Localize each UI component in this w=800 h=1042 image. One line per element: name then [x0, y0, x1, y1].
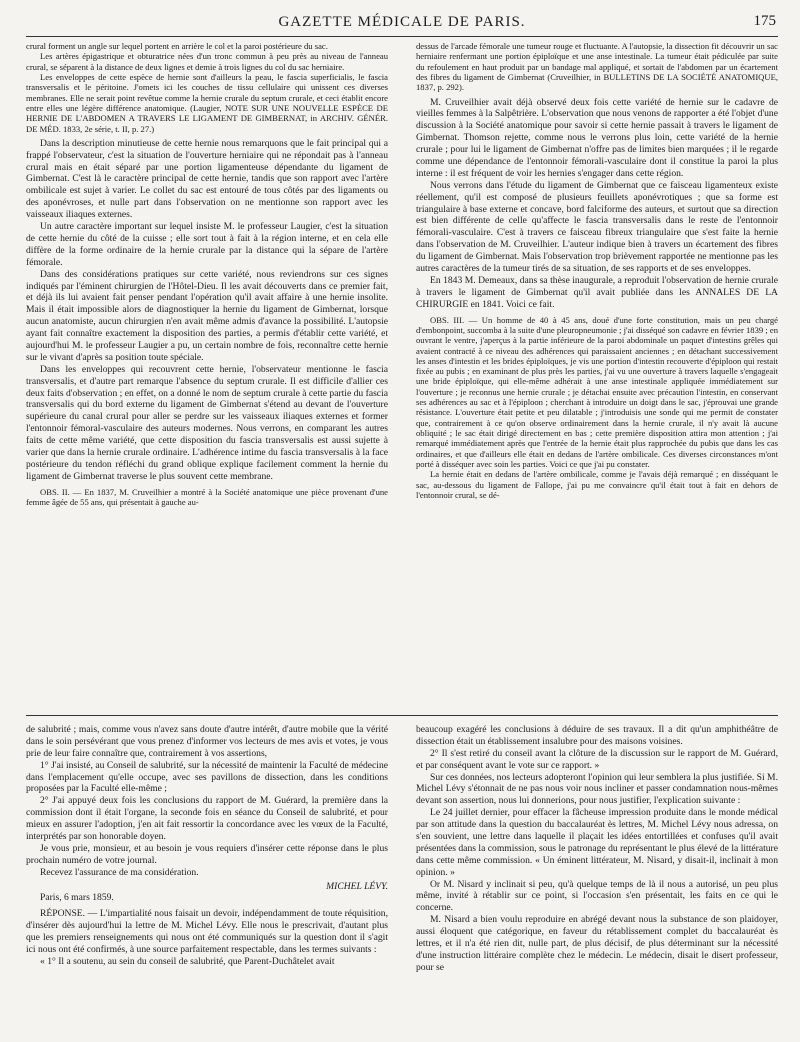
paragraph: Dans les enveloppes qui recouvrent cette hernie, l'observateur mentionne le fascia transversalis, et d'autre part remarque l'absence du septum crurale. Il est difficile d'allier ces deux faits d'observation ; en effet, on a donné le nom de septum crurale à cette partie du fascia transversalis qui du bord externe du ligament de Gimbernat s'étend au devant de l'ouverture supérieure du canal crural pour aller se perdre sur les vaisseaux iliaques externes et former l'entonnoir fémoral-vasculaire des auteurs modernes. Nous verrons, en comparant les autres faits de cette même variété, que cette disposition du fascia transversalis est aussi sujette à varier que dans la hernie crurale ordinaire. L'adhérence intime du fascia transversalis à la face postérieure du tendon réfléchi du grand oblique explique facilement comment la hernie du ligament de Gimbernat traverse le plus souvent cette membrane. [26, 363, 388, 482]
paragraph: Les artères épigastrique et obturatrice nées d'un tronc commun à peu près au niveau de l'anneau crural, se séparent à la distance de deux lignes et demie à trois lignes du col du sac herniaire. [26, 51, 388, 72]
section-divider [26, 715, 778, 716]
paragraph: En 1843 M. Demeaux, dans sa thèse inaugurale, a reproduit l'observation de hernie crurale à travers le ligament de Gimbernat qu'il avait publiée dans les ANNALES DE LA CHIRURGIE en 1841. Voici ce fait. [416, 274, 778, 310]
top-right-column [416, 41, 778, 709]
paragraph: Un autre caractère important sur lequel insiste M. le professeur Laugier, c'est la situation de cette hernie du côté de la cuisse ; elle sort tout à fait à la région interne, et en cela elle diffère de la forme ordinaire de la hernie crurale par la distance qui la sépare de l'artère fémorale. [26, 221, 388, 268]
bottom-section [26, 720, 778, 1042]
paragraph: Sur ces données, nos lecteurs adopteront l'opinion qui leur semblera la plus justifiée. Si M. Michel Lévy s'étonnait de ne pas nous voir nous incliner et passer condamnation nous-mêmes devant son assertion, nous lui donnerions, pour nous justifier, l'explication suivante : [416, 771, 778, 807]
paragraph: La hernie était en dedans de l'artère ombilicale, comme je l'avais déjà remarqué ; en disséquant le sac, au-dessous du ligament de Fallope, j'ai pu me convaincre qu'il était tout à fait en dehors de l'entonnoir crural, se dé- [416, 469, 778, 500]
paragraph: crural forment un angle sur lequel portent en arrière le col et la paroi postérieure du sac. [26, 41, 328, 51]
observation-paragraph: OBS. III. — Un homme de 40 à 45 ans, doué d'une forte constitution, mais un peu chargé d'embonpoint, succomba à la suite d'une pleuropneumonie ; j'ai disséqué son cadavre en février 1839 ; en ouvrant le ventre, j'aperçus à la partie inférieure de la paroi abdominale un paquet d'intestins grêles qui avaient contracté à ce niveau des adhérences qui paraissaient anciennes ; en détachant successivement les anses d'intestin et les brides épiploïques, je vis une portion d'intestin recouverte d'épiploon qui restait fixée au pubis ; en examinant de plus près les parties, j'ai vu une ouverture à travers laquelle s'engageait une bride épiploïque, qui elle-même adhérait à une anse intestinale appliquée immédiatement sur l'ouverture ; je reconnus une hernie crurale ; je détachai ensuite avec précaution l'intestin, en conservant ses adhérences au sac et à l'épiploon ; cherchant à introduire un doigt dans le sac, j'éprouvai une grande résistance. L'ouverture était petite et peu dilatable ; j'introduisis une sonde qui me permit de constater que, contrairement à ce qu'on observe ordinairement dans la hernie crurale, il n'y avait là aucune obliquité ; le sac était dirigé directement en bas ; cette première disposition attira mon attention ; j'ai remarqué immédiatement après que l'entrée de la hernie était plus rapprochée du pubis que dans les cas ordinaires, et que d'ailleurs elle était en dedans de l'artère ombilicale. Ces diverses circonstances m'ont porté à disséquer avec soin les parties. Voici ce que j'ai pu constater. [416, 314, 778, 469]
observation-paragraph: OBS. II. — En 1837, M. Cruveilhier a montré à la Société anatomique une pièce provenant d'une femme âgée de 55 ans, qui présentait à gauche au- [26, 486, 388, 507]
paragraph: « 1° Il a soutenu, au sein du conseil de salubrité, que Parent-Duchâtelet avait [40, 955, 335, 967]
signature: MICHEL LÉVY. [326, 880, 388, 892]
paragraph: Dans la description minutieuse de cette hernie nous remarquons que le fait principal qui a frappé l'observateur, c'est la situation de l'ouverture herniaire qui ne répondait pas à l'anneau crural mais en était séparé par une portion ligamenteuse dépendante du ligament de Gimbernat. C'est là le caractère principal de cette hernie, tandis que son rapport avec l'artère ombilicale est sujet à varier. Le collet du sac est entouré de tous côtés par des ligaments ou des aponévroses, et nulle part dans l'observation on ne mentionne son rapport avec les vaisseaux iliaques externes. [26, 137, 388, 221]
paragraph: Recevez l'assurance de ma considération. [40, 866, 199, 878]
bottom-left-column [26, 724, 388, 1042]
page-number: 175 [753, 13, 776, 29]
paragraph: Or M. Nisard y inclinait si peu, qu'à quelque temps de là il nous a autorisé, un peu plus même, invité à rétablir sur ce point, si l'occasion s'en présentait, les faits en ce qui le concerne. [416, 878, 778, 914]
journal-title: GAZETTE MÉDICALE DE PARIS. [278, 14, 526, 30]
paragraph: dessus de l'arcade fémorale une tumeur rouge et fluctuante. A l'autopsie, la dissection fit découvrir un sac herniaire renfermant une portion épiploïque et une anse intestinale. La tumeur était pédiculée par suite du refoulement en haut produit par un bandage mal appliqué, et sortait de l'abdomen par un écartement des fibres du ligament de Gimbernat (Cruveilhier, in BULLETINS DE LA SOCIÉTÉ ANATOMIQUE, 1837, p. 292). [416, 41, 778, 93]
dateline: Paris, 6 mars 1859. [40, 892, 114, 904]
bottom-right-column [416, 724, 778, 1042]
paragraph: RÉPONSE. — L'impartialité nous faisait un devoir, indépendamment de toute réquisition, d'insérer dès aujourd'hui la lettre de M. Michel Lévy. Elle nous le prescrivait, d'autant plus que les premiers renseignements qui nous ont été communiqués sur la question dont il s'agit ici nous ont été confirmés, à une source parfaitement respectable, dans les termes suivants : [26, 908, 388, 956]
paragraph: Nous verrons dans l'étude du ligament de Gimbernat que ce faisceau ligamenteux existe réellement, qu'il est composé de plusieurs feuillets aponévrotiques ; que sa forme est triangulaire à base externe et concave, bord falciforme des auteurs, et surtout que sa direction est bien différente de celle qu'affecte le fascia transversalis dans le reste de l'entonnoir fémorali-vasculaire. C'est à travers ce faisceau fibreux triangulaire que s'est faite la hernie dans l'observation de M. Cruveilhier. L'auteur indique bien à travers un écartement des fibres du ligament de Gimbernat. Mais l'observation trop brièvement rapportée ne mentionne pas les autres caractères de la tumeur tirés de sa situation, de ses rapports et de ses enveloppes. [416, 179, 778, 275]
paragraph: Dans des considérations pratiques sur cette variété, nous reviendrons sur ces signes indiqués par l'éminent chirurgien de l'Hôtel-Dieu. Il les avait découverts dans ce premier fait, et déjà ils lui avaient fait penser pendant l'opération qu'il avait affaire à une hernie insolite. Mais il était impossible alors de diagnostiquer la hernie du ligament de Gimbernat, lorsque aucun anatomiste, aucun chirurgien n'en avait même admis d'avance la possibilité. L'autopsie ayant fait connaître exactement la disposition des parties, a permis d'établir cette variété, et aujourd'hui M. le professeur Laugier a pu, un certain nombre de fois, reconnaître cette hernie sur le vivant d'après sa position toute spéciale. [26, 268, 388, 363]
page-header [26, 8, 778, 37]
paragraph: Je vous prie, monsieur, et au besoin je vous requiers d'insérer cette réponse dans le plus prochain numéro de votre journal. [26, 842, 388, 866]
paragraph: de salubrité ; mais, comme vous n'avez sans doute d'autre intérêt, d'autre mobile que la vérité dans le soin persévérant que vous prenez d'informer vos lecteurs de mes avis et votes, je vous prie de leur faire connaître que, contrairement à vos assertions, [26, 724, 388, 759]
paragraph: M. Nisard a bien voulu reproduire en abrégé devant nous la substance de son plaidoyer, aussi éloquent que catégorique, en faveur du rétablissement complet du baccalauréat ès lettres, et il n'a été rien dit, nulle part, de plus décisif, de plus déterminant sur la nécessité d'une instruction littéraire complète chez le médecin. Le médecin, disait le disert professeur, pour se [416, 914, 778, 973]
top-left-column [26, 41, 388, 709]
top-section [26, 41, 778, 709]
paragraph: 2° J'ai appuyé deux fois les conclusions du rapport de M. Guérard, la première dans la commission dont il était l'organe, la seconde fois en séance du Conseil de salubrité, et pour mieux en assurer l'adoption, j'en ait fait ressortir la concordance avec les vœux de la Faculté, interprétés par son honorable doyen. [26, 795, 388, 843]
paragraph: Le 24 juillet dernier, pour effacer la fâcheuse impression produite dans le monde médical par son attitude dans la question du baccalauréat ès lettres, M. Michel Lévy nous adressa, on s'en souvient, une lettre dans laquelle il plaçait les idées entortillées et confuses qu'il avait présentées dans la commission, sous le patronage du représentant le plus élevé de la littérature dans cette même commission. « Un éminent littérateur, M. Nisard, y disait-il, inclinait à mon opinion. » [416, 807, 778, 878]
paragraph: beaucoup exagéré les conclusions à déduire de ses travaux. Il a dit qu'un amphithéâtre de dissection était un établissement insalubre pour des maisons voisines. [416, 724, 778, 747]
paragraph: Les enveloppes de cette espèce de hernie sont d'ailleurs la peau, le fascia superficialis, le fascia transversalis et le péritoine. J'omets ici les couches de tissu cellulaire qui unissent ces diverses membranes. Elle ne serait point revêtue comme la hernie crurale du septum crurale, et ceci établit encore entre elles une légère différence anatomique. (Laugier, NOTE SUR UNE NOUVELLE ESPÈCE DE HERNIE DE L'ABDOMEN A TRAVERS LE LIGAMENT DE GIMBERNAT, in ARCHIV. GÉNÉR. DE MÉD. 1833, 2e série, t. II, p. 27.) [26, 71, 388, 134]
paragraph: 1° J'ai insisté, au Conseil de salubrité, sur la nécessité de maintenir la Faculté de médecine dans l'emplacement qu'elle occupe, avec ses pavillons de dissection, dans les conditions proposées par la Faculté elle-même ; [26, 759, 388, 795]
paragraph: 2° Il s'est retiré du conseil avant la clôture de la discussion sur le rapport de M. Guérard, et par conséquent avant le vote sur ce rapport. » [416, 747, 778, 771]
paragraph: M. Cruveilhier avait déjà observé deux fois cette variété de hernie sur le cadavre de vieilles femmes à la Salpêtrière. L'observation que nous venons de rapporter a été l'objet d'une discussion à la Société anatomique pour savoir si cette hernie passait à travers le ligament de Gimbernat. Thomson rejette, comme nous le verrons plus loin, cette variété de la hernie crurale ; pour lui le ligament de Gimbernat n'offre pas de limites bien marquées ; il le regarde comme une dépendance de l'entonnoir fémorali-vasculaire dont il constitue la paroi la plus interne : il est fréquent de voir les hernies s'engager dans cette région. [416, 96, 778, 179]
